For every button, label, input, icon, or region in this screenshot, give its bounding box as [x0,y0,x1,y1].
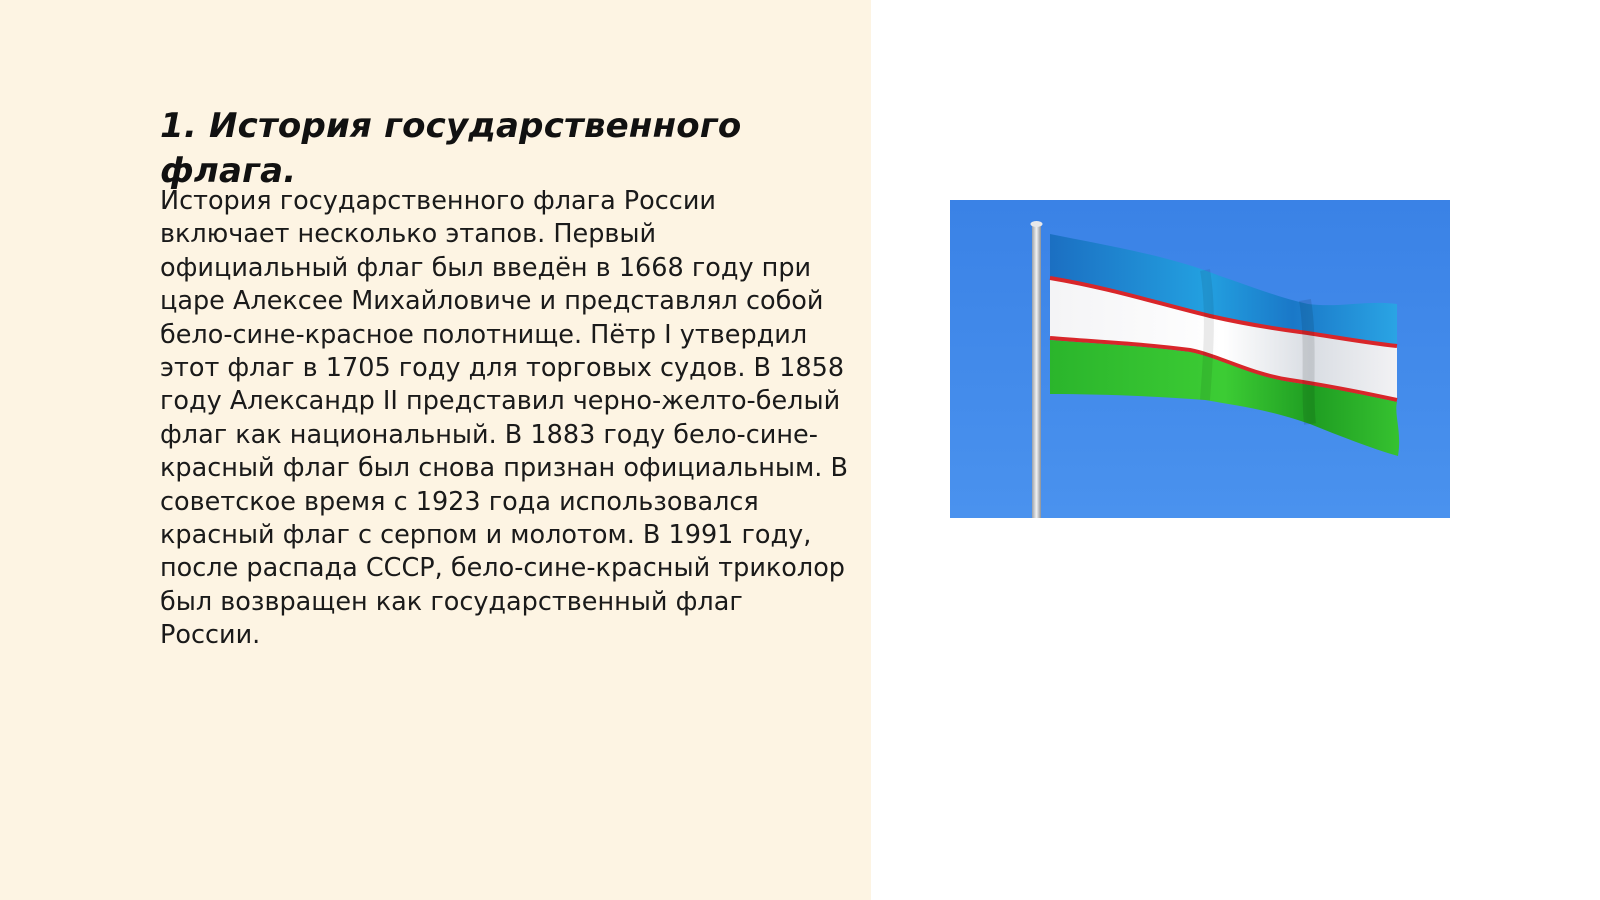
slide-title: 1. История государственного флага. [160,106,742,191]
slide-body-text: История государственного флага России включает несколько этапов. Первый официальный флаг был введён в 1668 году при царе Алексее Михайловиче и представлял собой бело-сине-красное полотнище. Пётр I утвердил этот флаг в 1705 году для торговых судов. В 1858 году Александр II представил черно-желто-белый флаг как национальный. В 1883 году бело-сине-красный флаг был снова признан официальным. В советское время с 1923 года использовался красный флаг с серпом и молотом. В 1991 году, после распада СССР, бело-сине-красный триколор был возвращен как государственный флаг России. [160,186,848,651]
flag-pole-top [1031,221,1043,227]
flag-pole [1032,222,1041,518]
flag-photo [950,200,1450,518]
flag-photo-graphic [950,200,1450,518]
